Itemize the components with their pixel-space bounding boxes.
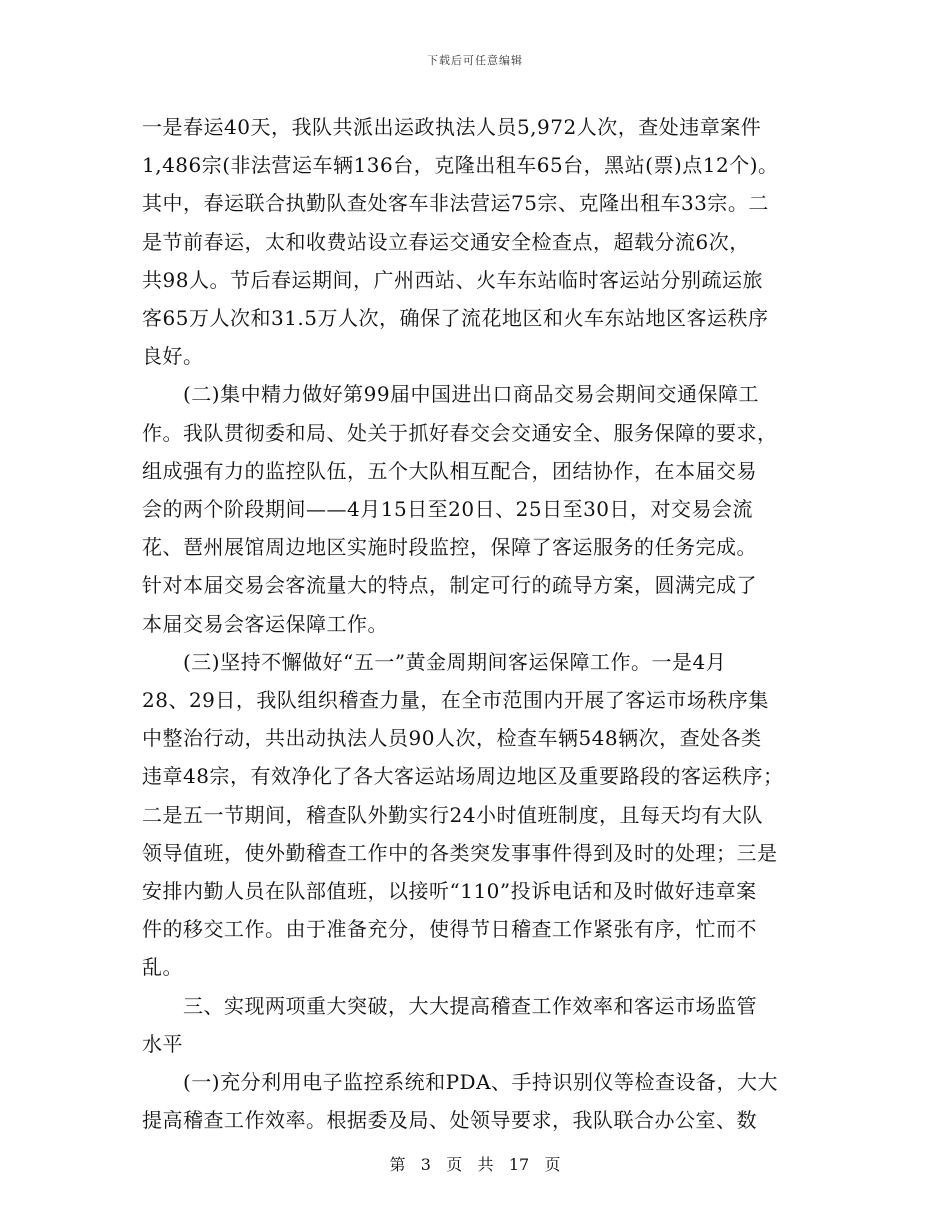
text-line: 安排内勤人员在队部值班，以接听“110”投诉电话和及时做好违章案 <box>142 879 757 904</box>
text-line: 三、实现两项重大突破，大大提高稽查工作效率和客运市场监管 <box>142 993 757 1018</box>
page-footer <box>0 1152 950 1175</box>
text-line: 其中，春运联合执勤队查处客车非法营运75宗、克隆出租车33宗。二 <box>142 191 769 216</box>
text-line: 客65万人次和31.5万人次，确保了流花地区和火车东站地区客运秩序 <box>142 306 769 331</box>
footer-current-page: 3 <box>420 1155 431 1174</box>
text-line: 领导值班，使外勤稽查工作中的各类突发事事件得到及时的处理；三是 <box>142 840 778 865</box>
footer-total-pages: 17 <box>508 1155 530 1174</box>
text-line: 会的两个阶段期间——4月15日至20日、25日至30日，对交易会流 <box>142 497 754 522</box>
text-line: 1,486宗(非法营运车辆136台，克隆出租车65台，黑站(票)点12个)。 <box>142 153 779 178</box>
header-text: 下载后可任意编辑 <box>427 54 523 67</box>
text-line: (二)集中精力做好第99届中国进出口商品交易会期间交通保障工 <box>142 382 760 407</box>
text-line: 作。我队贯彻委和局、处关于抓好春交会交通安全、服务保障的要求， <box>142 420 778 445</box>
text-line: 件的移交工作。由于准备充分，使得节日稽查工作紧张有序，忙而不 <box>142 917 757 942</box>
footer-prefix: 第 <box>389 1155 406 1174</box>
text-line: 是节前春运，太和收费站设立春运交通安全检查点，超载分流6次， <box>142 229 750 254</box>
document-body <box>142 108 810 1139</box>
text-line: 二是五一节期间，稽查队外勤实行24小时值班制度，且每天均有大队 <box>142 802 763 827</box>
text-line: (一)充分利用电子监控系统和PDA、手持识别仪等检查设备，大大 <box>142 1070 779 1095</box>
paragraph <box>142 987 810 1063</box>
page-header <box>0 52 950 68</box>
text-line: 中整治行动，共出动执法人员90人次，检查车辆548辆次，查处各类 <box>142 726 762 751</box>
text-line: 组成强有力的监控队伍，五个大队相互配合，团结协作，在本届交易 <box>142 458 757 483</box>
footer-total-label: 共 <box>477 1155 494 1174</box>
paragraph <box>142 375 810 642</box>
text-line: 28、29日，我队组织稽查力量，在全市范围内开展了客运市场秩序集 <box>142 688 769 713</box>
text-line: (三)坚持不懈做好“五一”黄金周期间客运保障工作。一是4月 <box>142 649 727 674</box>
text-line: 违章48宗，有效净化了各大客运站场周边地区及重要路段的客运秩序； <box>142 764 784 789</box>
footer-suffix: 页 <box>544 1155 561 1174</box>
text-line: 良好。 <box>142 344 204 369</box>
text-line: 乱。 <box>142 955 183 980</box>
text-line: 花、琶州展馆周边地区实施时段监控，保障了客运服务的任务完成。 <box>142 535 757 560</box>
footer-page-label: 页 <box>446 1155 463 1174</box>
text-line: 提高稽查工作效率。根据委及局、处领导要求，我队联合办公室、数 <box>142 1108 757 1133</box>
text-line: 水平 <box>142 1031 183 1056</box>
text-line: 本届交易会客运保障工作。 <box>142 611 388 636</box>
text-line: 针对本届交易会客流量大的特点，制定可行的疏导方案，圆满完成了 <box>142 573 757 598</box>
paragraph <box>142 1063 810 1139</box>
paragraph <box>142 643 810 987</box>
text-line: 共98人。节后春运期间，广州西站、火车东站临时客运站分别疏运旅 <box>142 267 763 292</box>
text-line: 一是春运40天，我队共派出运政执法人员5,972人次，查处违章案件 <box>142 115 762 139</box>
paragraph <box>142 108 810 375</box>
